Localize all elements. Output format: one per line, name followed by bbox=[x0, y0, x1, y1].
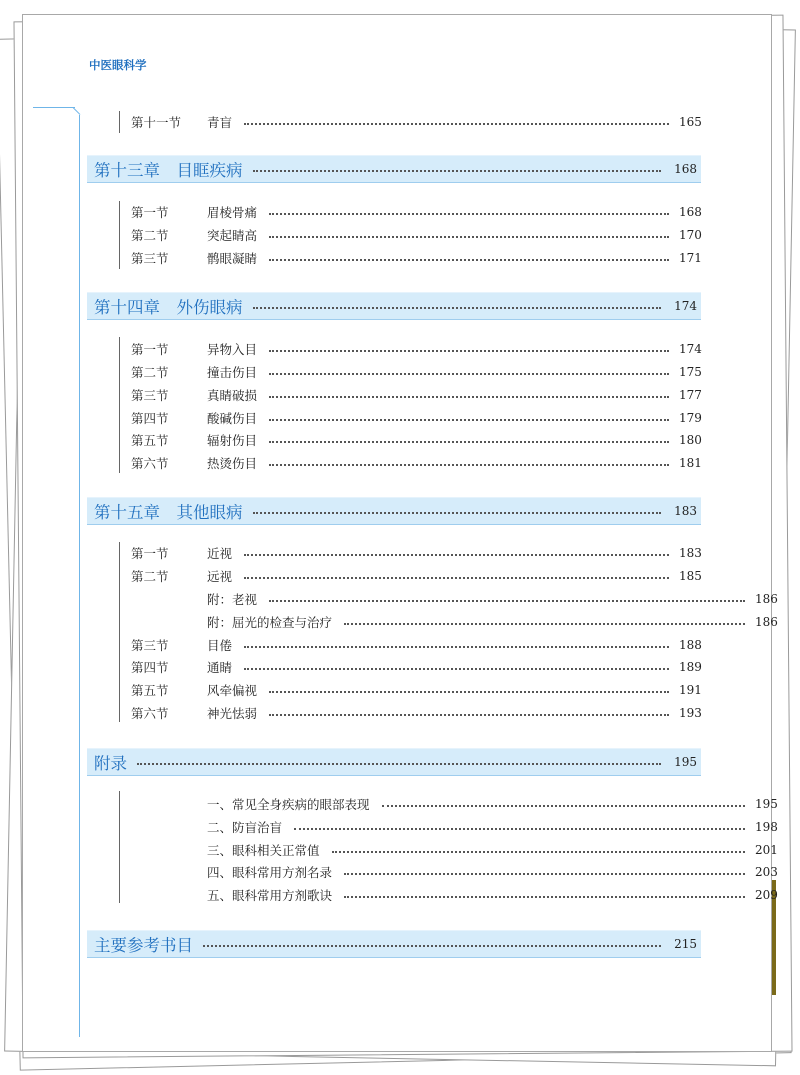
toc-section-row[interactable] bbox=[131, 385, 701, 405]
section-title: 二、防盲治盲 bbox=[207, 820, 283, 835]
chapter-page: 174 bbox=[674, 299, 697, 313]
chapter-page: 215 bbox=[674, 937, 697, 951]
section-bracket bbox=[119, 542, 120, 722]
section-title: 一、常见全身疾病的眼部表现 bbox=[207, 797, 370, 812]
section-page: 203 bbox=[755, 865, 778, 879]
dot-leader bbox=[269, 441, 669, 443]
dot-leader bbox=[269, 464, 669, 466]
section-number: 第十一节 bbox=[131, 115, 182, 130]
dot-leader bbox=[269, 350, 669, 352]
section-page: 198 bbox=[755, 820, 778, 834]
toc-appendix-row[interactable] bbox=[131, 817, 777, 837]
section-number: 第三节 bbox=[131, 251, 169, 266]
toc-appendix-row[interactable] bbox=[131, 794, 777, 814]
section-title: 眉棱骨痛 bbox=[207, 205, 258, 220]
section-number: 第一节 bbox=[131, 546, 169, 561]
toc-section-row[interactable] bbox=[131, 248, 701, 268]
section-title: 真睛破损 bbox=[207, 388, 258, 403]
dot-leader bbox=[253, 170, 662, 172]
dot-leader bbox=[203, 945, 661, 947]
section-number: 第五节 bbox=[131, 683, 169, 698]
section-title: 附：老视 bbox=[207, 592, 258, 607]
toc-appendix-row[interactable] bbox=[131, 612, 777, 632]
dot-leader bbox=[269, 213, 669, 215]
dot-leader bbox=[253, 307, 662, 309]
toc-chapter-row[interactable] bbox=[87, 292, 701, 320]
section-page: 181 bbox=[679, 456, 702, 470]
section-page: 171 bbox=[679, 251, 702, 265]
section-number: 第四节 bbox=[131, 660, 169, 675]
dot-leader bbox=[269, 236, 669, 238]
section-title: 撞击伤目 bbox=[207, 365, 258, 380]
dot-leader bbox=[269, 419, 669, 421]
toc-appendix-row[interactable] bbox=[131, 840, 777, 860]
section-title: 目倦 bbox=[207, 638, 233, 653]
dot-leader bbox=[269, 714, 669, 716]
section-title: 热烫伤目 bbox=[207, 456, 258, 471]
section-bracket bbox=[119, 201, 120, 269]
section-title: 鹘眼凝睛 bbox=[207, 251, 258, 266]
section-bracket bbox=[119, 337, 120, 473]
toc-section-row[interactable] bbox=[131, 225, 701, 245]
toc-chapter-row[interactable] bbox=[87, 930, 701, 958]
toc-appendix-row[interactable] bbox=[131, 589, 777, 609]
dot-leader bbox=[244, 646, 669, 648]
toc-page bbox=[22, 14, 778, 1052]
dot-leader bbox=[269, 259, 669, 261]
section-title: 远视 bbox=[207, 569, 233, 584]
toc-chapter-row[interactable] bbox=[87, 155, 701, 183]
section-title: 附：屈光的检查与治疗 bbox=[207, 615, 333, 630]
dot-leader bbox=[344, 623, 745, 625]
section-page: 174 bbox=[679, 342, 702, 356]
section-title: 青盲 bbox=[207, 115, 233, 130]
dot-leader bbox=[269, 396, 669, 398]
toc-section-row[interactable] bbox=[131, 703, 701, 723]
dot-leader bbox=[269, 691, 669, 693]
section-page: 201 bbox=[755, 843, 778, 857]
dot-leader bbox=[253, 512, 662, 514]
section-page: 186 bbox=[755, 592, 778, 606]
frame-line-top bbox=[33, 107, 75, 108]
chapter-title: 主要参考书目 bbox=[94, 936, 193, 955]
chapter-title: 第十五章 其他眼病 bbox=[94, 503, 243, 522]
chapter-page: 183 bbox=[674, 504, 697, 518]
section-page: 193 bbox=[679, 706, 702, 720]
toc-section-row[interactable] bbox=[131, 362, 701, 382]
section-number: 第四节 bbox=[131, 411, 169, 426]
dot-leader bbox=[344, 896, 745, 898]
section-number: 第五节 bbox=[131, 433, 169, 448]
toc-appendix-row[interactable] bbox=[131, 862, 777, 882]
section-page: 195 bbox=[755, 797, 778, 811]
section-number: 第一节 bbox=[131, 205, 169, 220]
toc-section-row[interactable] bbox=[131, 680, 701, 700]
section-page: 165 bbox=[679, 115, 702, 129]
section-title: 辐射伤目 bbox=[207, 433, 258, 448]
section-bracket bbox=[119, 791, 120, 903]
toc-section-row[interactable] bbox=[131, 566, 701, 586]
dot-leader bbox=[269, 373, 669, 375]
section-number: 第二节 bbox=[131, 365, 169, 380]
section-page: 175 bbox=[679, 365, 702, 379]
toc-section-row[interactable] bbox=[131, 430, 701, 450]
section-title: 酸碱伤目 bbox=[207, 411, 258, 426]
section-number: 第三节 bbox=[131, 638, 169, 653]
section-title: 风牵偏视 bbox=[207, 683, 258, 698]
section-number: 第六节 bbox=[131, 706, 169, 721]
dot-leader bbox=[269, 600, 745, 602]
section-title: 神光怯弱 bbox=[207, 706, 258, 721]
section-page: 188 bbox=[679, 638, 702, 652]
section-page: 179 bbox=[679, 411, 702, 425]
section-title: 三、眼科相关正常值 bbox=[207, 843, 320, 858]
toc-chapter-row[interactable] bbox=[87, 748, 701, 776]
chapter-title: 第十四章 外伤眼病 bbox=[94, 298, 243, 317]
toc-section-row[interactable] bbox=[131, 453, 701, 473]
chapter-page: 195 bbox=[674, 755, 697, 769]
dot-leader bbox=[244, 668, 669, 670]
toc-section-row[interactable] bbox=[131, 202, 701, 222]
section-title: 近视 bbox=[207, 546, 233, 561]
dot-leader bbox=[244, 554, 669, 556]
section-page: 168 bbox=[679, 205, 702, 219]
toc-section-row[interactable] bbox=[131, 408, 701, 428]
section-title: 四、眼科常用方剂名录 bbox=[207, 865, 333, 880]
toc-appendix-row[interactable] bbox=[131, 885, 777, 905]
book-header-title: 中医眼科学 bbox=[89, 58, 147, 72]
section-page: 180 bbox=[679, 433, 702, 447]
toc-section-row[interactable] bbox=[131, 543, 701, 563]
section-title: 突起睛高 bbox=[207, 228, 258, 243]
section-number: 第二节 bbox=[131, 228, 169, 243]
toc-section-row[interactable] bbox=[131, 657, 701, 677]
chapter-title: 附录 bbox=[94, 754, 127, 773]
section-title: 异物入目 bbox=[207, 342, 258, 357]
section-page: 186 bbox=[755, 615, 778, 629]
dot-leader bbox=[332, 851, 745, 853]
chapter-page: 168 bbox=[674, 162, 697, 176]
dot-leader bbox=[137, 763, 661, 765]
section-page: 185 bbox=[679, 569, 702, 583]
dot-leader bbox=[382, 805, 745, 807]
section-number: 第二节 bbox=[131, 569, 169, 584]
section-number: 第六节 bbox=[131, 456, 169, 471]
dot-leader bbox=[244, 123, 669, 125]
dot-leader bbox=[344, 873, 745, 875]
section-bracket bbox=[119, 111, 120, 133]
section-page: 209 bbox=[755, 888, 778, 902]
toc-section-row[interactable] bbox=[131, 112, 701, 132]
section-page: 177 bbox=[679, 388, 702, 402]
dot-leader bbox=[244, 577, 669, 579]
toc-chapter-row[interactable] bbox=[87, 497, 701, 525]
frame-line-corner bbox=[73, 107, 81, 115]
section-page: 189 bbox=[679, 660, 702, 674]
toc-section-row[interactable] bbox=[131, 635, 701, 655]
chapter-title: 第十三章 目眶疾病 bbox=[94, 161, 243, 180]
toc-section-row[interactable] bbox=[131, 339, 701, 359]
section-number: 第三节 bbox=[131, 388, 169, 403]
frame-line-left bbox=[79, 115, 80, 1037]
section-page: 183 bbox=[679, 546, 702, 560]
section-title: 五、眼科常用方剂歌诀 bbox=[207, 888, 333, 903]
section-title: 通睛 bbox=[207, 660, 233, 675]
section-page: 170 bbox=[679, 228, 702, 242]
dot-leader bbox=[294, 828, 745, 830]
section-page: 191 bbox=[679, 683, 702, 697]
section-number: 第一节 bbox=[131, 342, 169, 357]
